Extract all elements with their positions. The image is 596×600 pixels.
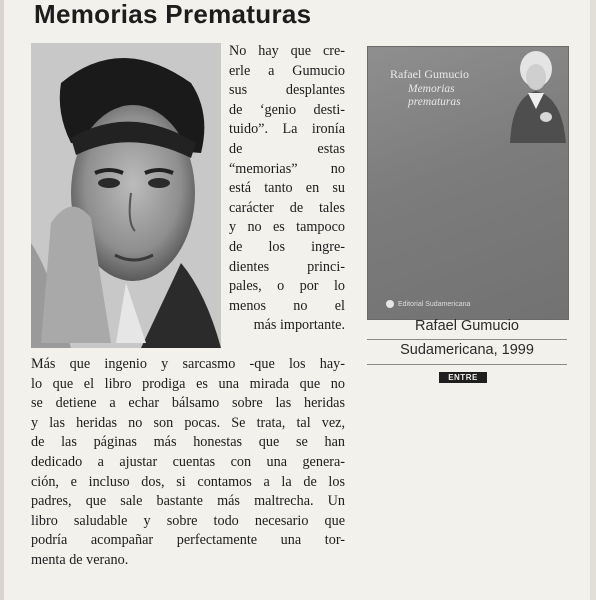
book-caption-author: Rafael Gumucio xyxy=(415,318,519,334)
text-line: pales, o por lo xyxy=(229,278,345,295)
text-line: más importante. xyxy=(253,317,345,334)
book-cover-portrait-image xyxy=(502,47,569,143)
book-caption-publisher: Sudamericana, 1999 xyxy=(400,342,534,358)
text-line: No hay que cre- xyxy=(229,43,345,59)
text-line: y no es tampoco xyxy=(229,219,345,236)
text-line: libro saludable y sobre todo necesario que xyxy=(31,512,345,529)
section-logo: ENTRE RIOS xyxy=(439,372,487,383)
text-line: de estas xyxy=(229,140,345,157)
book-cover-title-line: prematuras xyxy=(408,96,461,108)
caption-divider xyxy=(367,339,567,340)
text-line: erle a Gumucio xyxy=(229,62,345,79)
book-cover xyxy=(367,46,569,320)
author-photo xyxy=(31,43,221,348)
caption-divider xyxy=(367,364,567,365)
article-title: Memorias Prematuras xyxy=(34,0,312,29)
text-line: sus desplantes xyxy=(229,82,345,99)
article-text-narrow-column xyxy=(229,42,345,336)
text-line: padres, que sale bastante más maltrecha. Un xyxy=(31,493,345,510)
text-line: lo que el libro prodiga es una mirada que no xyxy=(31,375,345,392)
text-line: carácter de tales xyxy=(229,199,345,216)
scan-border-left xyxy=(0,0,4,600)
text-line: dientes princi- xyxy=(229,258,345,275)
text-line: de ‘genio desti- xyxy=(229,101,345,118)
text-line: podría acompañar perfectamente una tor- xyxy=(31,532,345,549)
article-text-wide-column xyxy=(31,355,345,571)
text-line: tuido”. La ironía xyxy=(229,121,345,138)
publisher-logo-icon xyxy=(386,300,394,308)
text-line: de las páginas más honestas que se han xyxy=(31,434,345,451)
book-cover-publisher-name: Editorial Sudamericana xyxy=(398,300,471,308)
book-cover-title xyxy=(408,83,461,109)
book-cover-publisher xyxy=(386,300,470,308)
text-line: menta de verano. xyxy=(31,551,129,568)
text-line: Más que ingenio y sarcasmo -que los hay- xyxy=(31,356,345,372)
text-line: dedicado a ajustar cuentas con una genera- xyxy=(31,453,345,470)
book-cover-title-line: Memorias xyxy=(408,83,455,95)
text-line: “memorias” no xyxy=(229,160,345,177)
scan-border-right xyxy=(590,0,596,600)
text-line: ción, e incluso dos, si contamos a la de los xyxy=(31,473,345,490)
author-portrait-image xyxy=(31,43,221,348)
text-line: de los ingre- xyxy=(229,238,345,255)
text-line: está tanto en su xyxy=(229,180,345,197)
text-line: menos no el xyxy=(229,297,345,314)
text-line: se detiene a echar bálsamo sobre las heridas xyxy=(31,395,345,412)
book-cover-author: Rafael Gumucio xyxy=(390,67,469,81)
text-line: y las heridas no son pocas. Se trata, tal vez, xyxy=(31,414,345,431)
